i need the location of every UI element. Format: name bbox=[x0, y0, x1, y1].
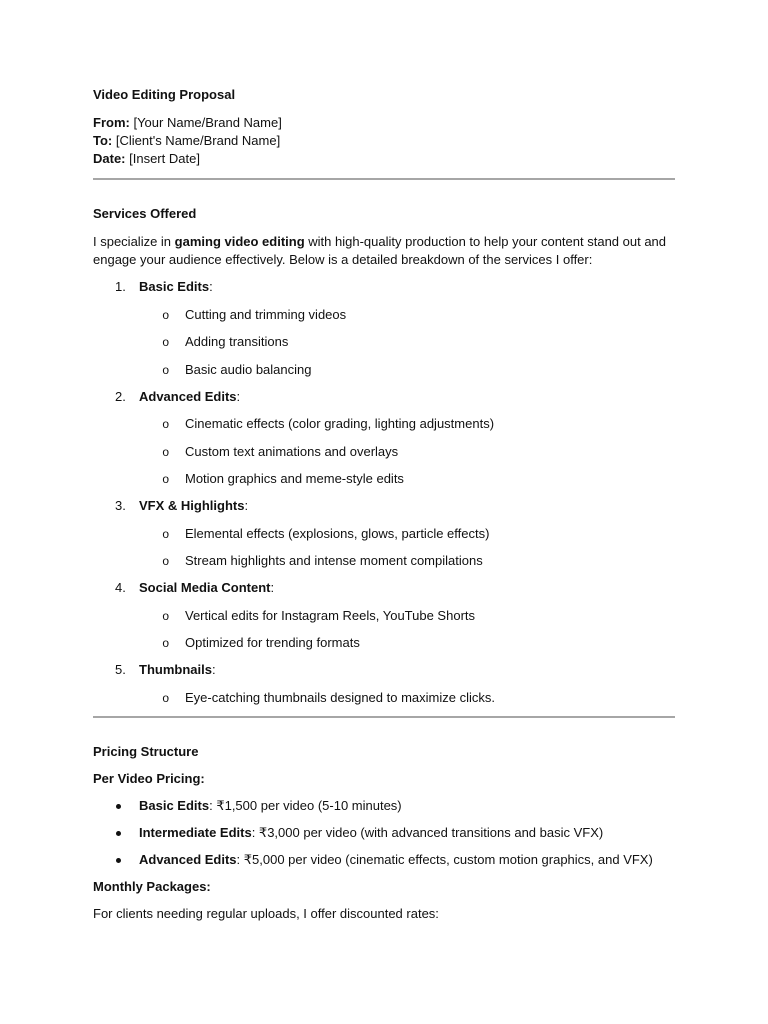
service-number-cell bbox=[93, 278, 139, 296]
pricing-tier-detail: : ₹1,500 per video (5-10 minutes) bbox=[209, 797, 402, 813]
service-number: 5. bbox=[115, 662, 126, 677]
sub-bullet-marker: o bbox=[162, 307, 169, 322]
bullet-dot bbox=[93, 797, 139, 815]
section-divider bbox=[93, 178, 675, 180]
service-number: 2. bbox=[115, 388, 126, 404]
pricing-tier-detail: : ₹5,000 per video (cinematic effects, custom motion graphics, and VFX) bbox=[236, 851, 653, 867]
service-subitem bbox=[93, 552, 675, 570]
service-number: 1. bbox=[115, 279, 126, 294]
service-item bbox=[93, 579, 675, 652]
service-header bbox=[93, 661, 675, 679]
service-subitem bbox=[93, 525, 675, 543]
service-title-line bbox=[139, 278, 213, 296]
service-subitem bbox=[93, 470, 675, 488]
monthly-heading: Monthly Packages: bbox=[93, 878, 211, 894]
date-line bbox=[93, 150, 675, 168]
sub-bullet-marker: o bbox=[162, 608, 169, 623]
pricing-tier-text bbox=[139, 797, 402, 815]
to-value: [Client's Name/Brand Name] bbox=[112, 133, 281, 148]
date-value: [Insert Date] bbox=[125, 151, 200, 166]
services-heading: Services Offered bbox=[93, 206, 197, 221]
services-intro bbox=[93, 233, 675, 269]
pricing-tier bbox=[93, 851, 675, 869]
sub-bullet-marker: o bbox=[162, 444, 169, 459]
service-title-line bbox=[139, 388, 240, 406]
sub-bullet-marker: o bbox=[162, 636, 169, 650]
pricing-heading: Pricing Structure bbox=[93, 743, 199, 759]
sub-bullet-marker: o bbox=[162, 417, 169, 431]
service-subitem-text: Cinematic effects (color grading, lighting adjustments) bbox=[185, 416, 495, 431]
service-subitems bbox=[93, 306, 675, 379]
service-subitem-text: Cutting and trimming videos bbox=[185, 306, 347, 322]
service-title: Thumbnails bbox=[139, 662, 212, 677]
service-number: 4. bbox=[115, 580, 126, 595]
pricing-tier-text bbox=[139, 851, 653, 869]
service-title: VFX & Highlights bbox=[139, 498, 245, 513]
service-subitem-text: Basic audio balancing bbox=[185, 361, 312, 377]
pricing-tier bbox=[93, 824, 675, 842]
service-title-colon: : bbox=[211, 662, 216, 677]
service-number-cell bbox=[93, 579, 139, 597]
document-body bbox=[93, 86, 675, 923]
sub-bullet-marker: o bbox=[162, 690, 169, 705]
service-subitem bbox=[93, 361, 675, 379]
intro-text-start: I specialize in bbox=[93, 234, 175, 249]
to-label: To: bbox=[93, 133, 113, 148]
service-header bbox=[93, 388, 675, 406]
document-title: Video Editing Proposal bbox=[93, 87, 236, 102]
service-title-line bbox=[139, 497, 248, 515]
services-list bbox=[93, 278, 675, 707]
sub-bullet-marker: o bbox=[162, 526, 169, 541]
service-subitem bbox=[93, 306, 675, 324]
pricing-tier bbox=[93, 797, 675, 815]
service-title: Basic Edits bbox=[139, 279, 210, 294]
service-number: 3. bbox=[115, 498, 126, 513]
from-label: From: bbox=[93, 115, 130, 130]
sub-bullet-marker: o bbox=[162, 472, 169, 486]
service-title: Social Media Content bbox=[139, 580, 271, 595]
service-item bbox=[93, 388, 675, 489]
service-subitem bbox=[93, 333, 675, 351]
bullet-dot bbox=[93, 824, 139, 842]
service-title-line bbox=[139, 661, 216, 679]
service-subitem-text: Eye-catching thumbnails designed to maximize clicks. bbox=[185, 689, 495, 705]
sub-bullet-marker: o bbox=[162, 335, 169, 349]
pricing-tier-name: Intermediate Edits bbox=[139, 824, 252, 840]
service-subitem-text: Motion graphics and meme-style edits bbox=[185, 471, 404, 486]
service-subitem-text: Adding transitions bbox=[185, 334, 289, 349]
service-title-colon: : bbox=[244, 498, 249, 513]
pricing-tier-name: Advanced Edits bbox=[139, 851, 237, 867]
pricing-tier-name: Basic Edits bbox=[139, 797, 210, 813]
service-header bbox=[93, 497, 675, 515]
service-item bbox=[93, 278, 675, 379]
pricing-tier-text bbox=[139, 824, 603, 842]
service-subitem bbox=[93, 634, 675, 652]
service-number-cell bbox=[93, 388, 139, 406]
service-subitem-text: Vertical edits for Instagram Reels, YouTube Shorts bbox=[185, 607, 476, 623]
intro-text-bold: gaming video editing bbox=[174, 234, 305, 249]
service-number-cell bbox=[93, 497, 139, 515]
service-subitem bbox=[93, 443, 675, 461]
service-item bbox=[93, 661, 675, 707]
pricing-tier-list bbox=[93, 797, 675, 869]
service-title-colon: : bbox=[236, 388, 241, 404]
service-subitems bbox=[93, 689, 675, 707]
sub-bullet-marker: o bbox=[162, 362, 169, 377]
pricing-tier-detail: : ₹3,000 per video (with advanced transitions and basic VFX) bbox=[251, 824, 604, 840]
intro-text-end: with high-quality production to help your content stand out and engage your audience effectively. Below is a detailed breakdown of the services I offer: bbox=[93, 234, 667, 267]
service-title-colon: : bbox=[209, 279, 213, 294]
service-subitem bbox=[93, 689, 675, 707]
from-line bbox=[93, 114, 675, 132]
service-subitem-text: Elemental effects (explosions, glows, particle effects) bbox=[185, 525, 490, 541]
from-value: [Your Name/Brand Name] bbox=[129, 115, 282, 130]
service-subitem-text: Custom text animations and overlays bbox=[185, 443, 399, 459]
service-subitems bbox=[93, 607, 675, 653]
service-subitem-text: Stream highlights and intense moment compilations bbox=[185, 553, 483, 568]
monthly-text: For clients needing regular uploads, I offer discounted rates: bbox=[93, 905, 439, 921]
section-divider bbox=[93, 716, 675, 718]
bullet-dot bbox=[93, 851, 139, 869]
sub-bullet-marker: o bbox=[162, 554, 169, 568]
service-header bbox=[93, 278, 675, 296]
to-line bbox=[93, 132, 675, 150]
service-title-line bbox=[139, 579, 274, 597]
service-header bbox=[93, 579, 675, 597]
service-subitems bbox=[93, 415, 675, 488]
date-label: Date: bbox=[93, 151, 126, 166]
service-title: Advanced Edits bbox=[139, 388, 237, 404]
proposal-meta bbox=[93, 114, 675, 168]
service-subitem bbox=[93, 415, 675, 433]
service-subitems bbox=[93, 525, 675, 571]
service-subitem bbox=[93, 607, 675, 625]
service-number-cell bbox=[93, 661, 139, 679]
per-video-heading: Per Video Pricing: bbox=[93, 770, 205, 786]
service-title-colon: : bbox=[270, 580, 275, 595]
service-subitem-text: Optimized for trending formats bbox=[185, 635, 360, 650]
service-item bbox=[93, 497, 675, 570]
